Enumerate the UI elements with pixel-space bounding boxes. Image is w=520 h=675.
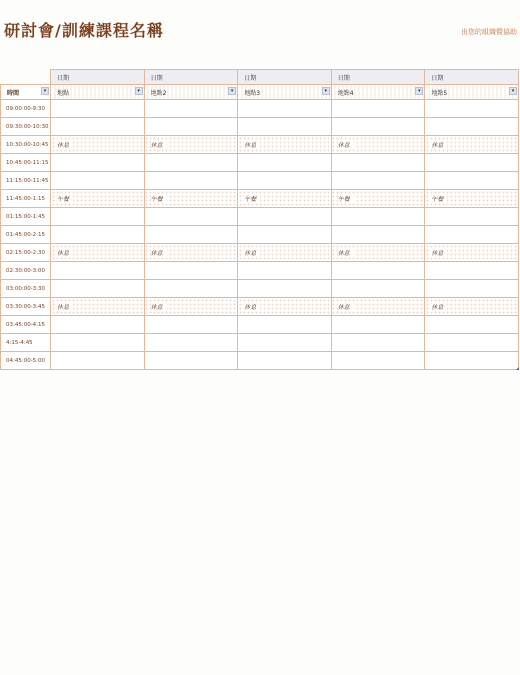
schedule-cell[interactable] [238,100,332,118]
time-slot-cell[interactable]: 10:45:00-11:15 [1,154,51,172]
event-cell[interactable] [238,298,332,316]
schedule-row [1,226,519,244]
schedule-cell[interactable] [144,172,238,190]
location-label: 地點4 [337,89,354,97]
schedule-cell[interactable] [238,352,332,370]
event-cell[interactable] [144,136,238,154]
schedule-cell[interactable] [425,352,519,370]
resize-handle-icon[interactable] [516,367,519,370]
schedule-row [1,154,519,172]
schedule-cell[interactable] [425,208,519,226]
event-cell[interactable] [144,244,238,262]
schedule-cell[interactable] [331,334,425,352]
event-label: 休息 [338,250,354,257]
schedule-cell[interactable] [144,334,238,352]
event-label: 休息 [338,304,354,311]
schedule-cell[interactable] [425,316,519,334]
schedule-cell[interactable] [331,280,425,298]
event-cell[interactable] [425,136,519,154]
chevron-down-icon[interactable]: ▾ [228,87,236,95]
schedule-cell[interactable] [238,118,332,136]
schedule-cell[interactable] [51,118,145,136]
schedule-cell[interactable] [331,226,425,244]
schedule-cell[interactable] [331,100,425,118]
schedule-cell[interactable] [238,334,332,352]
schedule-cell[interactable] [331,208,425,226]
schedule-row [1,190,519,208]
schedule-row [1,136,519,154]
time-slot-cell[interactable]: 03:45:00-4:15 [1,316,51,334]
schedule-cell[interactable] [425,100,519,118]
schedule-cell[interactable] [144,316,238,334]
event-cell[interactable] [425,298,519,316]
schedule-row [1,208,519,226]
event-cell[interactable] [51,136,145,154]
schedule-cell[interactable] [144,100,238,118]
event-label: 休息 [57,142,73,149]
location-header[interactable] [425,85,519,100]
location-header[interactable] [331,85,425,100]
time-slot-cell[interactable]: 04:45:00-5:00 [1,352,51,370]
schedule-cell[interactable] [425,154,519,172]
time-slot-cell[interactable]: 03:30:00-3:45 [1,298,51,316]
schedule-cell[interactable] [238,154,332,172]
event-cell[interactable] [238,190,332,208]
header-corner [1,70,51,85]
schedule-row [1,262,519,280]
event-label: 休息 [151,142,167,149]
event-label: 休息 [57,304,73,311]
date-header[interactable]: 日期 [51,70,145,85]
schedule-cell[interactable] [425,172,519,190]
schedule-cell[interactable] [51,100,145,118]
schedule-cell[interactable] [51,208,145,226]
time-slot-cell[interactable]: 03:00:00-3:30 [1,280,51,298]
event-label: 休息 [244,304,260,311]
location-label: 地點2 [150,89,167,97]
location-label: 地點5 [431,89,448,97]
location-label: 地點3 [244,89,261,97]
schedule-cell[interactable] [331,118,425,136]
schedule-cell[interactable] [238,262,332,280]
schedule-cell[interactable] [51,262,145,280]
time-slot-cell[interactable]: 01:15:00-1:45 [1,208,51,226]
schedule-table [0,69,519,370]
date-header[interactable]: 日期 [331,70,425,85]
time-slot-cell[interactable]: 02:15:00-2:30 [1,244,51,262]
event-label: 休息 [431,250,447,257]
event-label: 午餐 [151,196,167,203]
event-cell[interactable] [51,244,145,262]
event-label: 休息 [151,250,167,257]
schedule-cell[interactable] [238,316,332,334]
time-slot-cell[interactable]: 10:30:00-10:45 [1,136,51,154]
schedule-row [1,100,519,118]
time-slot-cell[interactable]: 09:30:00-10:30 [1,118,51,136]
event-cell[interactable] [331,298,425,316]
event-cell[interactable] [51,190,145,208]
event-label: 休息 [431,142,447,149]
event-label: 午餐 [57,196,73,203]
event-label: 休息 [244,250,260,257]
schedule-row [1,352,519,370]
schedule-cell[interactable] [144,262,238,280]
schedule-cell[interactable] [238,226,332,244]
schedule-cell[interactable] [425,118,519,136]
schedule-cell[interactable] [425,226,519,244]
time-slot-cell[interactable]: 11:45:00-1:15 [1,190,51,208]
schedule-cell[interactable] [51,154,145,172]
location-header[interactable] [51,85,145,100]
schedule-cell[interactable] [51,172,145,190]
schedule-row [1,298,519,316]
schedule-row [1,280,519,298]
organization-credit: 由您的組織暨協助 [461,28,517,36]
page-title: 研討會/訓練課程名稱 [4,21,164,40]
chevron-down-icon[interactable]: ▾ [135,87,143,95]
event-label: 午餐 [244,196,260,203]
event-label: 午餐 [338,196,354,203]
schedule-cell[interactable] [51,280,145,298]
schedule-row [1,316,519,334]
event-cell[interactable] [238,244,332,262]
time-slot-cell[interactable]: 11:15:00-11:45 [1,172,51,190]
schedule-row [1,244,519,262]
event-label: 休息 [57,250,73,257]
date-header[interactable]: 日期 [425,70,519,85]
schedule-cell[interactable] [425,262,519,280]
schedule-cell[interactable] [331,352,425,370]
time-slot-cell[interactable]: 01:45:00-2:15 [1,226,51,244]
schedule-cell[interactable] [144,118,238,136]
event-cell[interactable] [238,136,332,154]
schedule-cell[interactable] [238,208,332,226]
time-slot-cell[interactable]: 4:15-4:45 [1,334,51,352]
event-label: 休息 [151,304,167,311]
chevron-down-icon[interactable]: ▾ [509,87,517,95]
event-cell[interactable] [144,298,238,316]
time-column-header[interactable] [1,85,51,100]
schedule-cell[interactable] [144,226,238,244]
schedule-cell[interactable] [144,208,238,226]
date-header[interactable]: 日期 [144,70,238,85]
time-header-label: 時間 [7,89,20,97]
schedule-cell[interactable] [425,280,519,298]
schedule-cell[interactable] [51,316,145,334]
schedule-cell[interactable] [238,172,332,190]
event-cell[interactable] [51,298,145,316]
schedule-cell[interactable] [144,154,238,172]
location-header-row [1,85,519,100]
event-label: 休息 [431,304,447,311]
event-label: 午餐 [431,196,447,203]
schedule-cell[interactable] [144,280,238,298]
time-slot-cell[interactable]: 02:30:00-3:00 [1,262,51,280]
schedule-cell[interactable] [331,172,425,190]
chevron-down-icon[interactable]: ▾ [322,87,330,95]
schedule-cell[interactable] [238,280,332,298]
date-header-row [1,70,519,85]
event-cell[interactable] [331,136,425,154]
event-cell[interactable] [144,190,238,208]
event-label: 休息 [244,142,260,149]
time-slot-cell[interactable]: 09:00:00-9:30 [1,100,51,118]
location-header[interactable] [144,85,238,100]
schedule-cell[interactable] [51,226,145,244]
schedule-cell[interactable] [51,352,145,370]
date-header[interactable]: 日期 [238,70,332,85]
chevron-down-icon[interactable]: ▾ [41,87,49,95]
event-cell[interactable] [425,244,519,262]
event-cell[interactable] [331,190,425,208]
location-label: 地點 [57,89,70,97]
schedule-cell[interactable] [331,154,425,172]
chevron-down-icon[interactable]: ▾ [415,87,423,95]
schedule-cell[interactable] [331,316,425,334]
schedule-row [1,172,519,190]
schedule-row [1,334,519,352]
schedule-cell[interactable] [51,334,145,352]
event-cell[interactable] [331,244,425,262]
event-cell[interactable] [425,190,519,208]
location-header[interactable] [238,85,332,100]
schedule-cell[interactable] [331,262,425,280]
schedule-row [1,118,519,136]
schedule-cell[interactable] [425,334,519,352]
schedule-cell[interactable] [144,352,238,370]
event-label: 休息 [338,142,354,149]
